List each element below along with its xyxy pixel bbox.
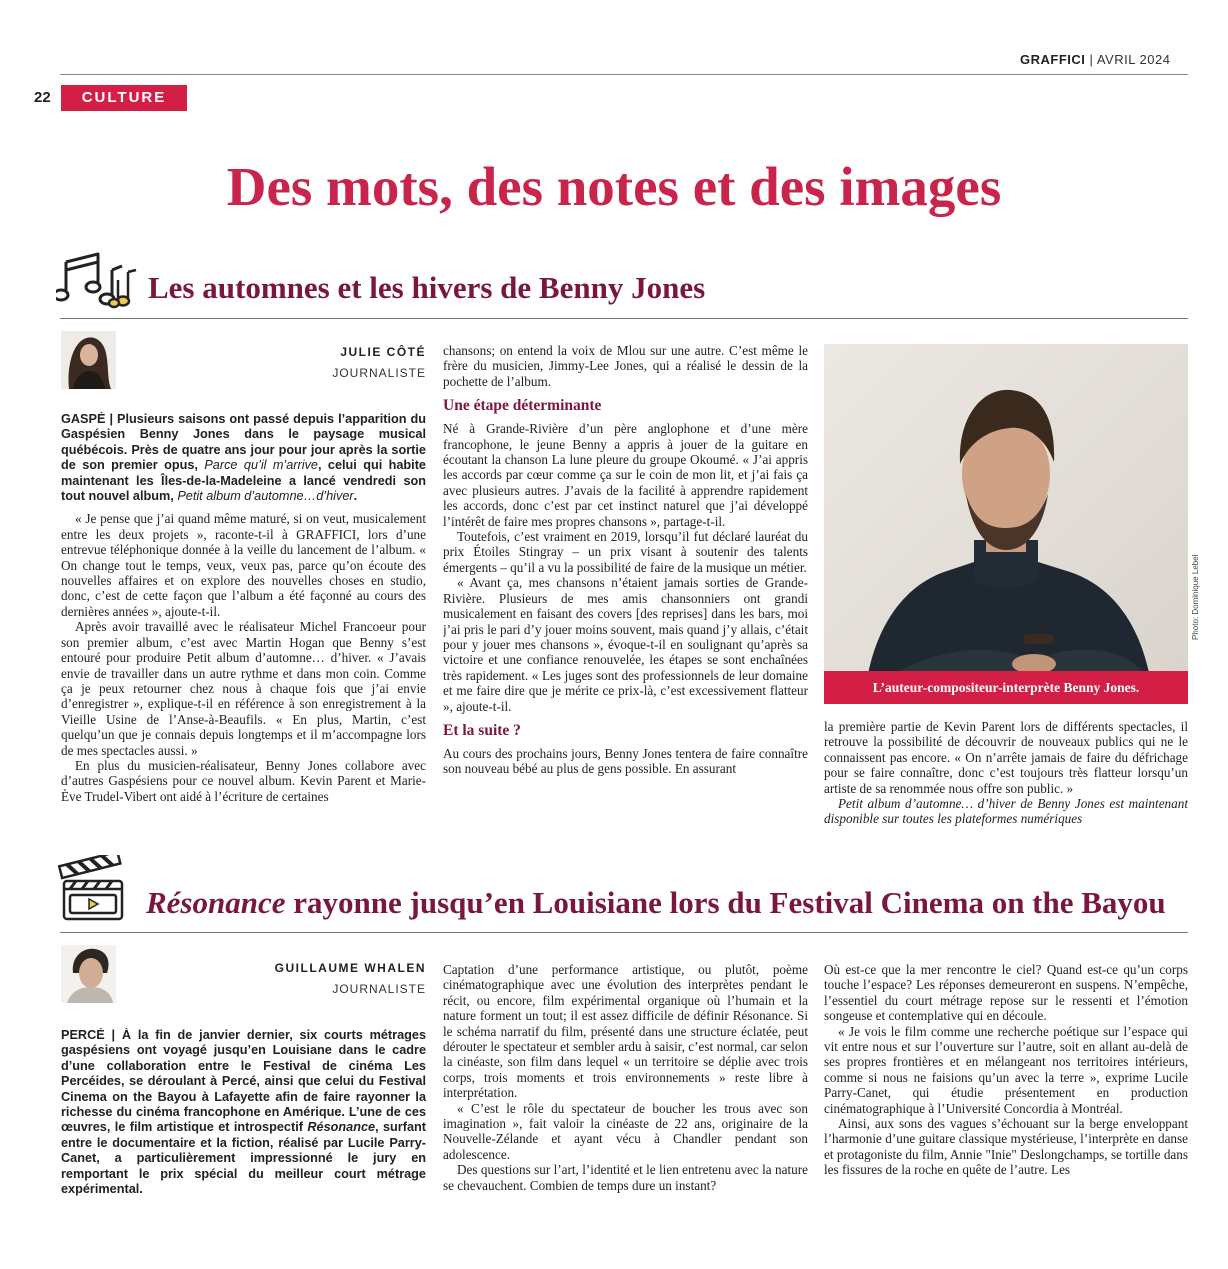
article2-paragraph: Captation d’une performance artistique, ou plutôt, poème cinématographique avec une évolution des interprètes pendant le récit, ou encore, film expérimental organique où l’humain et la nature forment un tout; il est assez difficile de définir Résonance. Si le schéma narratif du film, présenté dans une structure éclatée, peut dérouter le spectateur et sembler ardu à saisir, c’est normal, car selon la cinéaste, son film dans lequel « un territoire se déplie avec trois corps, trois moments et trois environnements » reste libre à interprétation. [443, 962, 808, 1101]
article2-paragraph: « Je vois le film comme une recherche poétique sur l’espace qui vit entre nous et sur l’ouverture sur l’autre, soit en allant au-delà de ses propres frontières et en mélangeant nos territoires intérieurs, comme si nous ne faisions qu’un avec la terre », exprime Lucile Parry-Canet, qui étudie présentement en production cinématographique à l’Université Concordia à Montréal. [824, 1023, 1188, 1116]
section-tag: CULTURE [61, 85, 187, 111]
masthead [1020, 52, 1170, 67]
article2-column-1 [61, 1028, 426, 1198]
article1-subhead: Et la suite ? [443, 721, 521, 739]
article1-paragraph: Petit album d’automne… d’hiver de Benny Jones est maintenant disponible sur toutes les plateformes numériques [824, 796, 1188, 827]
masthead-separator: | [1089, 52, 1094, 67]
header-rule [60, 74, 1188, 75]
article2-paragraph: Des questions sur l’art, l’identité et le lien entretenu avec la nature se chevauchent. Combien de temps dure un instant? [443, 1162, 808, 1193]
article1-paragraph: la première partie de Kevin Parent lors de différents spectacles, il retrouve la possibilité de découvrir de nouveaux publics qui ne le connaissent pas encore. « On n’arrête jamais de faire du défrichage pour se faire connaître, donc c’est toujours très flatteur lorsqu’un artiste de sa renommée nous offre son public. » [824, 719, 1188, 796]
article1-paragraph: « Je pense que j’ai quand même maturé, si on veut, musicalement entre les deux projets », raconte-t-il à GRAFFICI, lors d’une entrevue téléphonique donnée à la veille du lancement de l’album. « On change tout le temps, veux, veux pas, parce qu’on écoute des nouvelles affaires et on explore des nouvelles choses en studio, donc, c’est de cette façon que l’album a été façonné au cours des dernières années », ajoute-t-il. [61, 511, 426, 619]
article2-column-2 [443, 962, 808, 1218]
article1-paragraph: Au cours des prochains jours, Benny Jones tentera de faire connaître son nouveau bébé au plus de gens possible. En assurant [443, 745, 808, 777]
music-notes-icon [56, 250, 138, 310]
article1-author-role: JOURNALISTE [332, 366, 426, 380]
photo-caption: L’auteur-compositeur-interprète Benny Jones. [824, 671, 1188, 704]
article2-column-3 [824, 962, 1188, 1218]
article1-subhead: Une étape déterminante [443, 397, 602, 415]
article2-paragraph: « C’est le rôle du spectateur de boucher les trous avec son imagination », fait valoir la cinéaste de 22 ans, originaire de la Nouvelle-Zélande et ayant vécu à Chandler pendant son adolescence. [443, 1100, 808, 1162]
article1-paragraph: Toutefois, c’est vraiment en 2019, lorsqu’il fut déclaré lauréat du prix Étoiles Stingray – un prix visant à soutenir des talents émergents – qu’il a vu la possibilité de faire de la musique un métier. [443, 529, 808, 575]
article2-title: Résonance rayonne jusqu’en Louisiane lors du Festival Cinema on the Bayou [146, 885, 1166, 920]
page-number: 22 [34, 89, 51, 106]
article1-author-name: JULIE CÔTÉ [340, 345, 426, 359]
article2-lede: PERCÉ | À la fin de janvier dernier, six courts métrages gaspésiens ont voyagé jusqu’en Louisiane dans le cadre d’une collaboration entre le Festival de cinéma Les Percéides, se déroulant à Percé, ainsi que celui du Festival Cinema on the Bayou à Lafayette afin de faire rayonner la richesse du cinéma francophone en Amérique. L’une de ces œuvres, le film artistique et introspectif Résonance, surfant entre le documentaire et la fiction, réalisé par Lucile Parry-Canet, a particulièrement impressionné le jury en remportant le prix spécial du meilleur court métrage expérimental. [61, 1028, 426, 1197]
article1-paragraph: « Avant ça, mes chansons n’étaient jamais sorties de Grande-Rivière. Plusieurs de mes amis chansonniers ont grandi musicalement en faisant des covers [des reprises] dans les bars, moi j’ai pris le pari d’y jouer moins souvent, mais quand j’y allais, c’était pour y jouer mes chansons », évoque-t-il en soulignant qu’après sa victoire et une confiance renouvelée, les étapes se sont enchaînées très rapidement. « Les juges sont des professionnels de leur domaine et me faire dire que je mérite ce prix-là, c’est excessivement flatteur », ajoute-t-il. [443, 575, 808, 714]
article1-paragraph: Né à Grande-Rivière d’un père anglophone et d’une mère francophone, le jeune Benny a appris à jouer de la guitare en écoutant la chanson La lune pleure du groupe Okoumé. « J’ai appris les accords par cœur comme ça sur le coin de mon lit, et j’ai fais ça avec plusieurs autres. J’avais de la facilité à apprendre rapidement les accords, donc c’est par cet instinct naturel que j’ai développé l’intérêt de faire mes propres chansons », partage-t-il. [443, 421, 808, 529]
issue-date: AVRIL 2024 [1096, 52, 1171, 67]
article1-column-3 [824, 719, 1188, 843]
article1-title: Les automnes et les hivers de Benny Jones [148, 270, 706, 305]
article2-author-role: JOURNALISTE [332, 982, 426, 996]
article1-column-1 [61, 412, 426, 836]
article1-lede: GASPÉ | Plusieurs saisons ont passé depuis l’apparition du Gaspésien Benny Jones dans le paysage musical québécois. Près de quatre ans jour pour jour après la sortie de son premier opus, Parce qu’il m’arrive, celui qui habite maintenant les Îles-de-la-Madeleine a lancé vendredi son tout nouvel album, Petit album d’automne…d’hiver. [61, 412, 426, 504]
photo-credit: Photo: Dominique Lebel [1191, 554, 1200, 640]
artist-photo [824, 344, 1188, 704]
author-photo-guillaume [61, 945, 116, 1003]
page-title: Des mots, des notes et des images [226, 156, 1002, 217]
article2-author-name: GUILLAUME WHALEN [274, 961, 426, 975]
author-photo-julie [61, 331, 116, 389]
clapperboard-icon [56, 855, 128, 921]
article1-paragraph: Après avoir travaillé avec le réalisateur Michel Francoeur pour son premier album, c’est avec Martin Hogan que Benny s’est entouré pour produire Petit album d’automne… d’hiver. « J’avais envie de travailler dans un autre rythme et dans mon coin. Comme ça je peux retourner chez nous à chaque fois que j’ai envie d’enregistrer », explique-t-il en référence à son enregistrement à la Vieille Usine de l’Anse-à-Beaufils. « En plus, Martin, c’est quelqu’un que je connais depuis longtemps et il m’accompagne lors de mes spectacles aussi. » [61, 619, 426, 758]
article1-paragraph: En plus du musicien-réalisateur, Benny Jones collabore avec d’autres Gaspésiens pour ce nouvel album. Kevin Parent et Marie-Ève Trudel-Vibert ont aidé à l’écriture de certaines [61, 757, 426, 804]
article2-rule [60, 932, 1188, 933]
article2-paragraph: Où est-ce que la mer rencontre le ciel? Quand est-ce qu’un corps touche l’espace? Les réponses demeureront en suspens. N’empêche, l’essentiel du court métrage repose sur le ressenti et l’émotion songeuse et contemplative qui en découle. [824, 962, 1188, 1024]
article1-column-2 [443, 343, 808, 843]
article1-rule [60, 318, 1188, 319]
article2-paragraph: Ainsi, aux sons des vagues s’échouant sur la berge enveloppant l’harmonie d’une guitare classique mystérieuse, l’interprète en danse et protagoniste du film, Annie "Inie" Deslongchamps, se tortille dans les fissures de la roche en quête de l’autre. Les [824, 1116, 1188, 1178]
publication-name: GRAFFICI [1020, 52, 1086, 67]
article1-paragraph: chansons; on entend la voix de Mlou sur une autre. C’est même le frère du musicien, Jimmy-Lee Jones, qui a réalisé le dessin de la pochette de l’album. [443, 343, 808, 389]
